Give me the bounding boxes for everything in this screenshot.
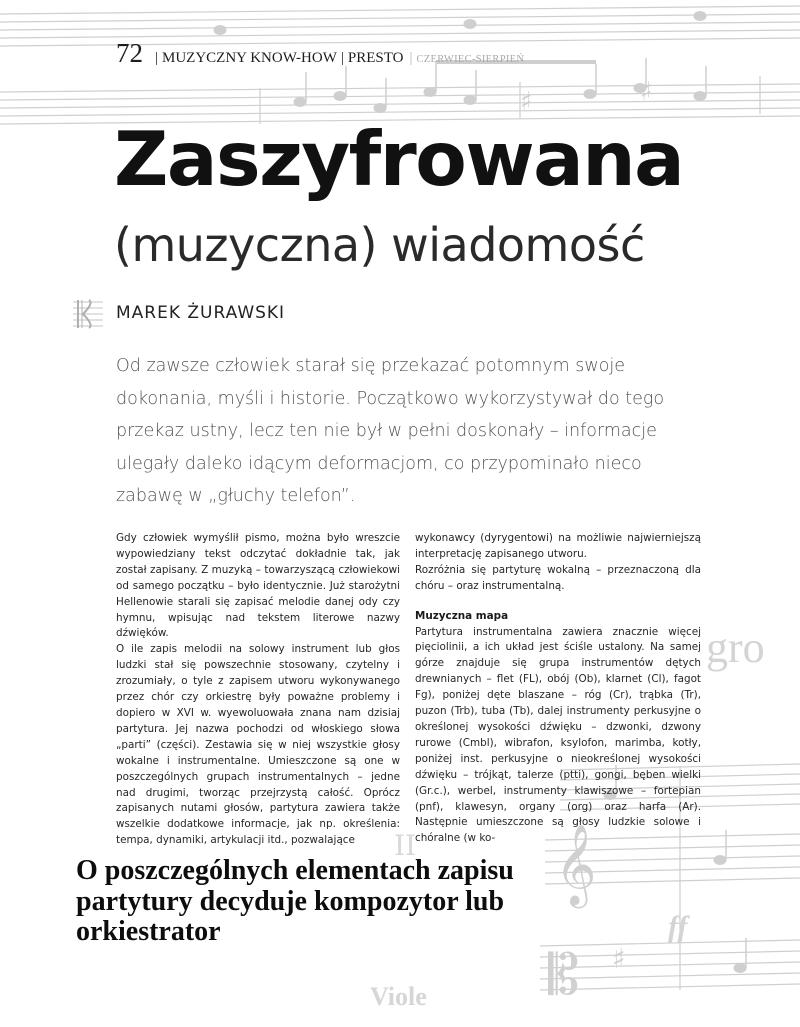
body-paragraph: Gdy człowiek wymyślił pismo, można było wreszcie wypowiedziany tekst odczytać dokładnie tak, jak został zapisany. Z muzyką – towarzyszącą człowiekowi od samego początku – było identycznie. Już starożytni Hellenowie starali się zapisać melodie danej ody czy hymnu, wpisując nad tekstem literowe nazwy dźwięków. [116,532,400,640]
score-word-viole: Viole [370,982,427,1011]
header-separator: | [155,50,159,66]
body-paragraph: O ile zapis melodii na solowy instrument lub głos ludzki stał się powszechnie stosowany, czytelny i zrozumiały, o tyle z zapisem utworu wykonywanego przez chór czy orkiestrę były poważne problemy i dopiero w XVI w. wyewoluowała znana nam dzisiaj partytura. Jej nazwa pochodzi od włoskiego słowa „parti” (części). Zestawia się w niej wszystkie głosy wokalne i instrumentalne. Umieszczone są one w poszczególnych grupach instrumentalnych – jedne nad drugimi, tworząc przejrzystą całość. Oprócz zapisanych nutami głosów, partytura zawiera także wszelkie dodatkowe informacje, jak np. określenia: tempa, dynamiki, artykulacji itd., pozwalające [116,643,400,847]
body-paragraph: Rozróżnia się partyturę wokalną – przeznaczoną dla chóru – oraz instrumentalną. [415,563,701,592]
article-column-left [116,531,400,849]
header-magazine-name: PRESTO [347,50,404,66]
article-lead: Od zawsze człowiek starał się przekazać potomnym swoje dokonania, myśli i historie. Początkowo wykorzystywał do tego przekaz ustny, lecz ten nie był w pełni doskonały – informacje ulegały daleko idącym deformacjom, co przypominało nieco zabawę w „głuchy telefon”. [116,356,665,506]
header-issue-date: CZERWIEC-SIERPIEŃ [416,54,525,65]
article-column-right [415,531,701,847]
score-word-gro: gro [706,623,765,672]
article-author: MAREK ŻURAWSKI [116,303,286,323]
svg-text:♯: ♯ [612,942,626,975]
svg-text:𝄡: 𝄡 [548,943,580,1008]
score-dynamic-ff: ff [668,910,688,943]
body-paragraph: wykonawcy (dyrygentowi) na możliwie najwierniejszą interpretację zapisanego utworu. [415,532,701,560]
svg-text:♯: ♯ [520,87,533,117]
body-paragraph: Partytura instrumentalna zawiera znacznie więcej pięciolinii, a ich układ jest ściśle ustalony. Na samej górze znajduje się grupa instrumentów dętych drewnianych – flet (FL), obój (Ob), klarnet (Cl), fagot Fg), poniżej dęte blaszane – róg (Cr), trąbka (Tr), puzon (Trb), tuba (Tb), dalej instrumenty perkusyjne o określonej wysokości dźwięku – dzwonki, dzwony rurowe (Cmbl), wibrafon, ksylofon, marimba, kotły, poniżej inst. perkusyjne o nieokreślonej wysokości dźwięku – trójkąt, talerze (ptti), gongi, bęben wielki (Gr.c.), werbel, instrumenty klawiszowe – fortepian (pnf), klawesyn, organy (org) oraz harfa (Ar). Następnie umieszczone są głosy ludzkie solowe i chóralne (w ko- [415,625,701,845]
alto-clef-icon [73,298,103,330]
pull-quote: O poszczególnych elementach zapisu partytury decyduje kompozytor lub orkiestrator [76,855,514,947]
header-separator: | [409,50,413,66]
svg-text:II: II [394,829,417,862]
header-separator: | [340,50,344,66]
section-subheading: Muzyczna mapa [415,609,509,622]
header-section-knowhow: MUZYCZNY KNOW-HOW [162,50,337,66]
svg-text:♯: ♯ [640,77,653,107]
svg-text:𝄞: 𝄞 [555,823,597,905]
article-subtitle: (muzyczna) wiadomość [114,218,645,272]
page-number: 72 [116,38,143,68]
page-header [116,38,524,69]
article-title: Zaszyfrowana [114,115,684,203]
